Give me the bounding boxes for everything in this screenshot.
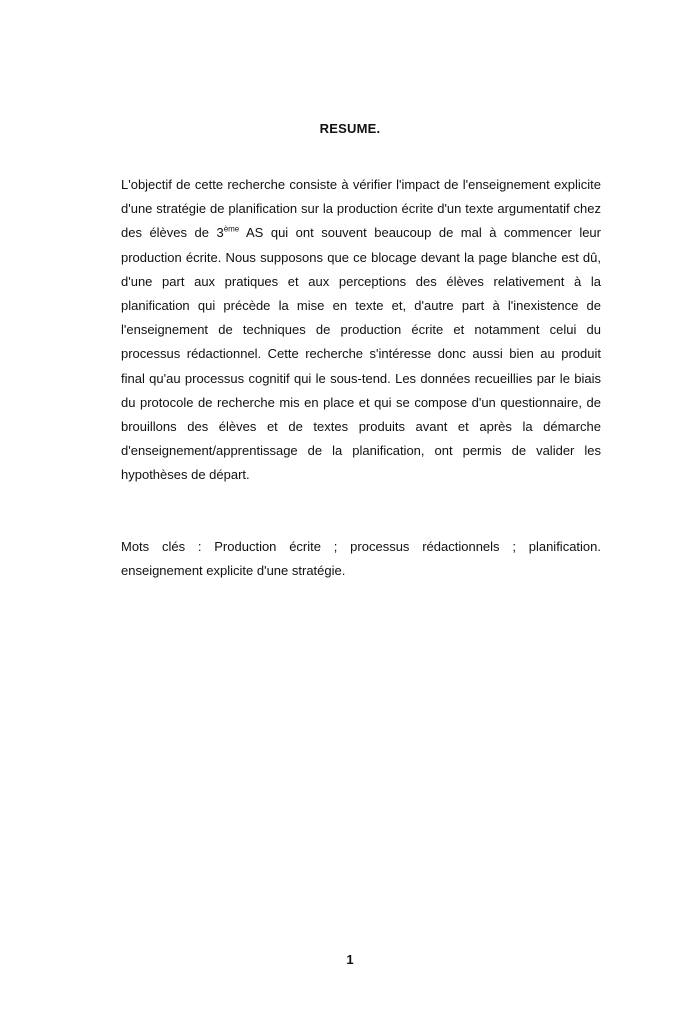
abstract-text-end: AS qui ont souvent beaucoup de mal à commencer leur production écrite. Nous supposons que ce blocage devant la page blanche est dû, d'une part aux pratiques et aux perceptions des élèves relativement à la planification qui précède la mise en texte et, d'autre part à l'inexistence de l'enseignement de techniques de production écrite et notamment celui du processus rédactionnel. Cette recherche s'intéresse donc aussi bien au produit final qu'au processus cognitif qui le sous-tend. Les données recueillies par le biais du protocole de recherche mis en place et qui se compose d'un questionnaire, de brouillons des élèves et de textes produits avant et après la démarche d'enseignement/apprentissage de la planification, ont permis de valider les hypothèses de départ. xyxy=(121,225,601,483)
keywords-paragraph: Mots clés : Production écrite ; processus rédactionnels ; planification. enseignement explicite d'une stratégie. xyxy=(121,539,601,579)
abstract-text-start: L'objectif de cette recherche consiste à vérifier l'impact de l'enseignement explicite d'une stratégie de planification sur la production écrite d'un texte argumentatif chez des élèves de 3 xyxy=(121,177,601,241)
ordinal-superscript: ème xyxy=(223,225,240,235)
page-number: 1 xyxy=(346,952,354,967)
page-title: RESUME. xyxy=(319,121,381,136)
abstract-paragraph xyxy=(121,173,601,488)
